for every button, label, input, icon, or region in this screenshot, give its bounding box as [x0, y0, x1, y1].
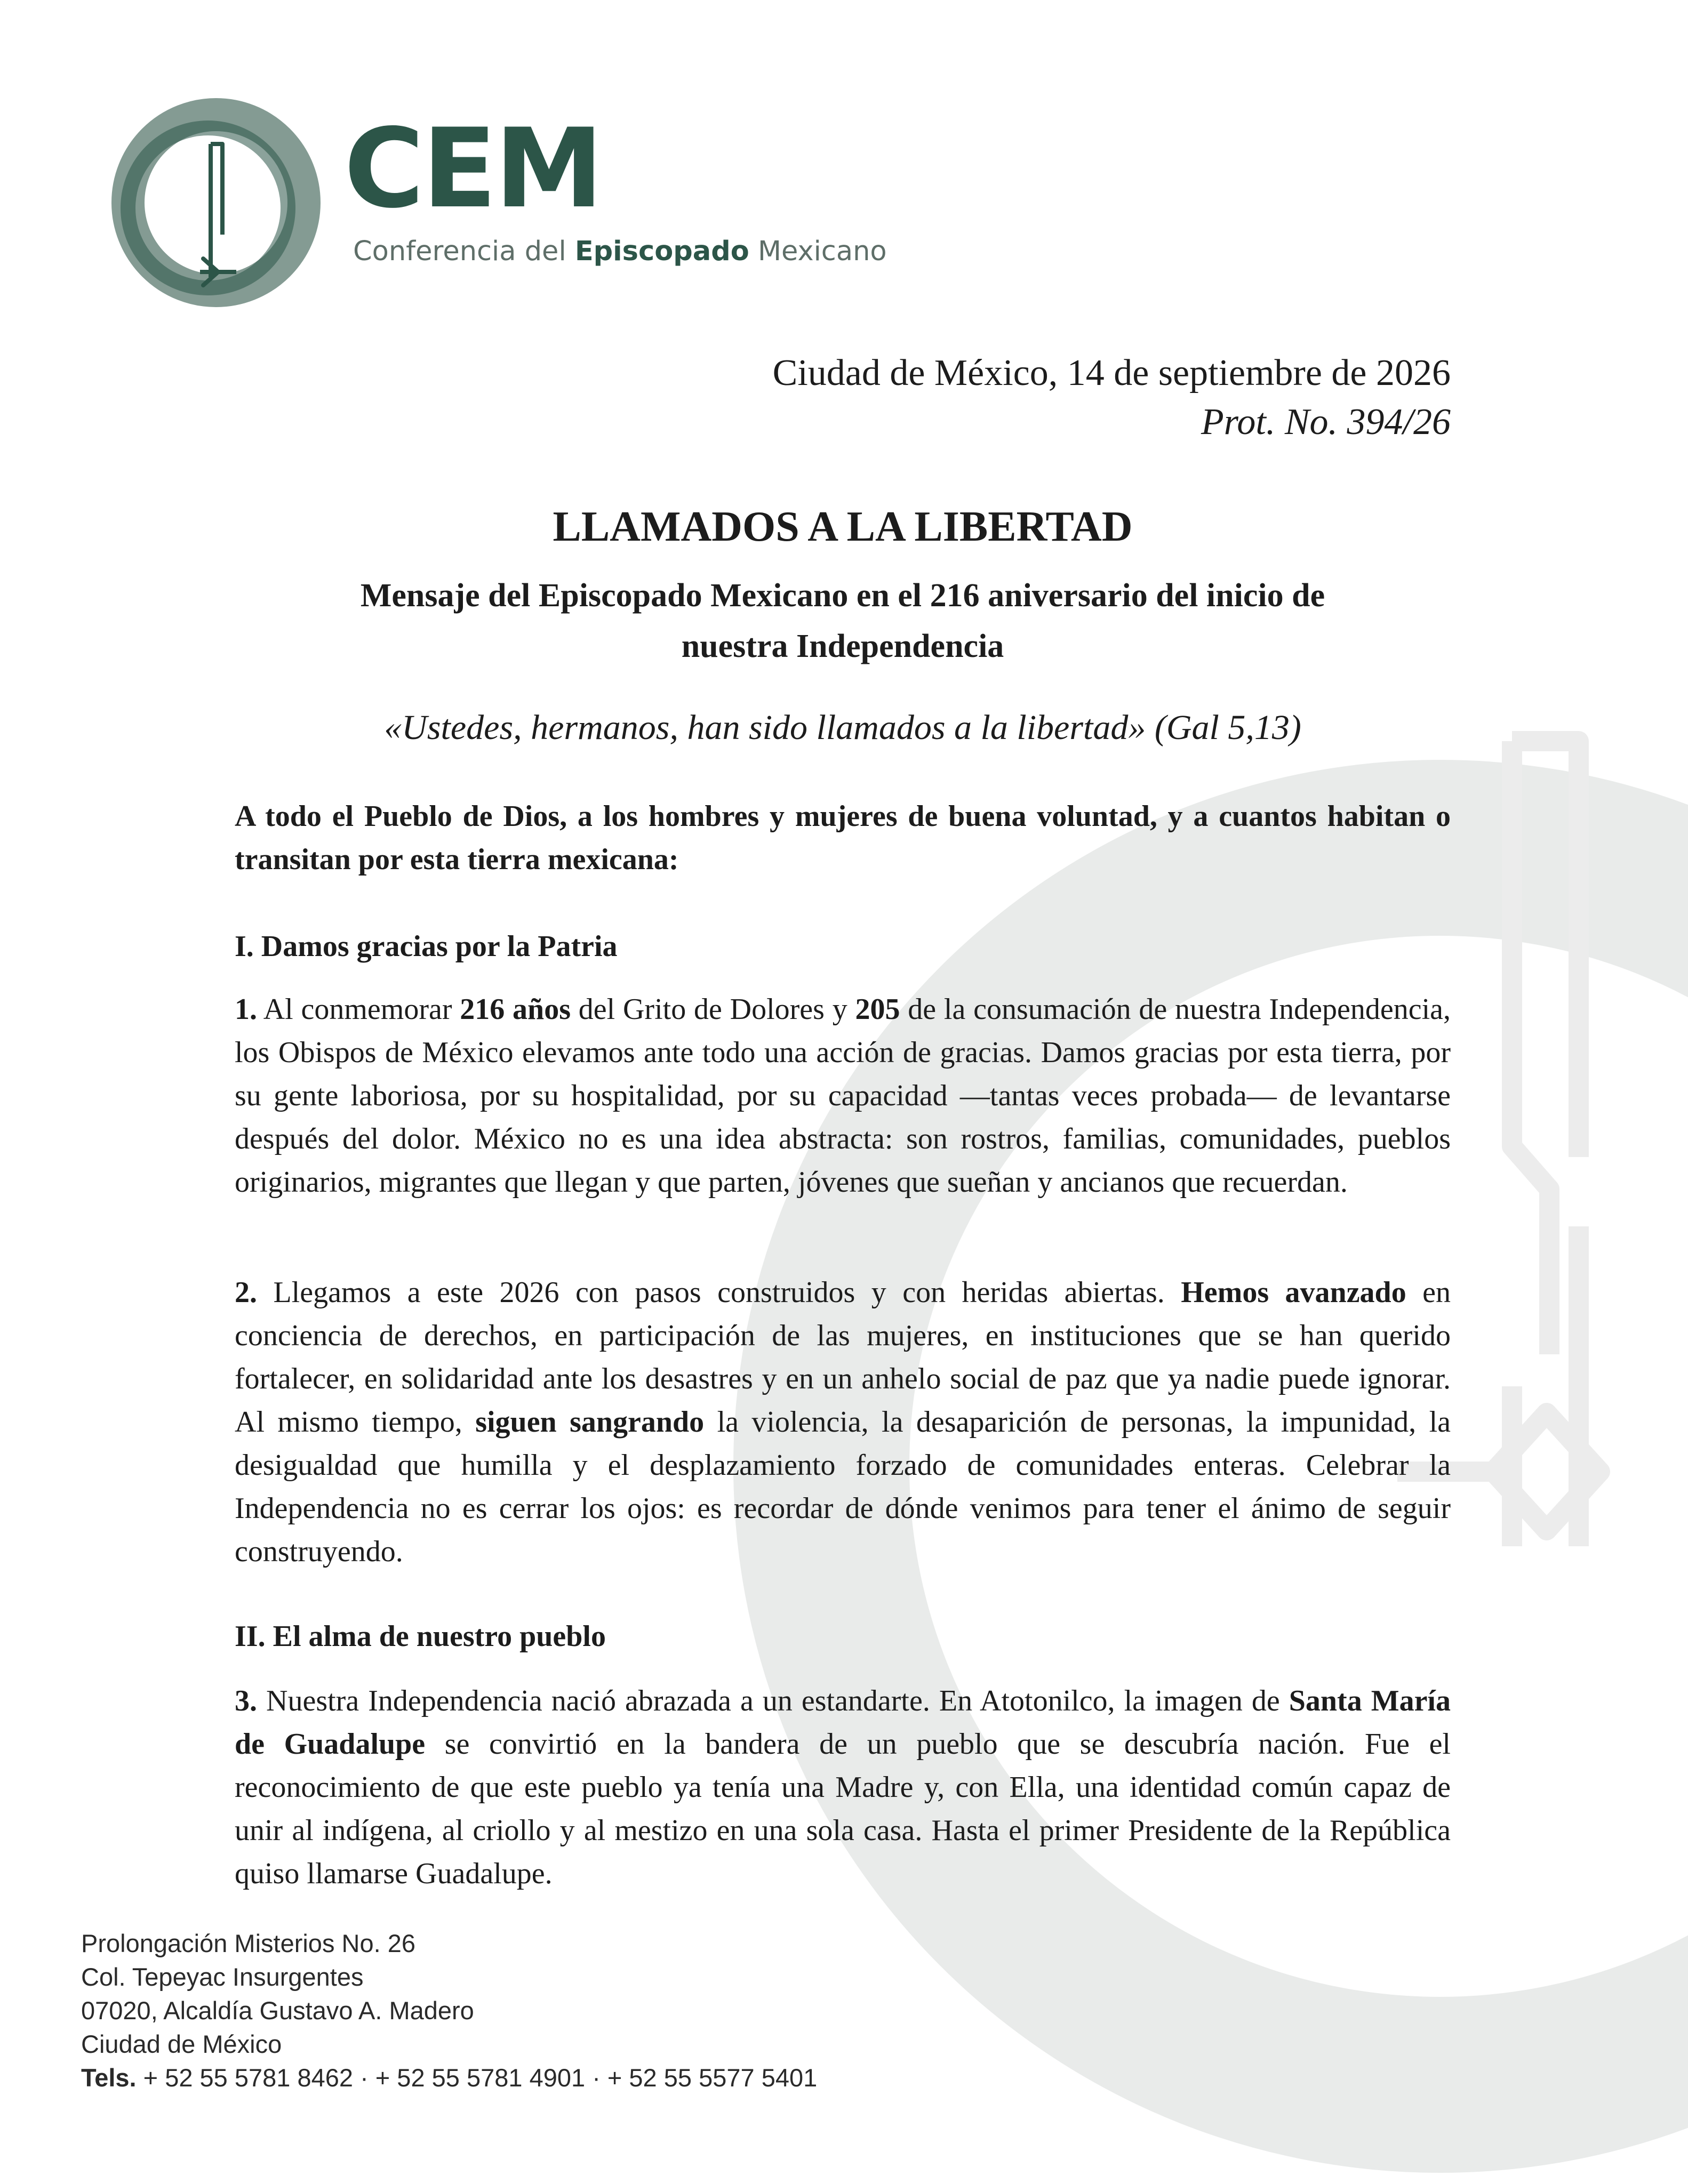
- logo-sub-pre: Conferencia del: [353, 236, 575, 267]
- tels-numbers: + 52 55 5781 8462 · + 52 55 5781 4901 · + 52 55 5577 5401: [136, 2063, 818, 2092]
- footer-line: Col. Tepeyac Insurgentes: [81, 1963, 364, 1991]
- cem-logo-emblem: [109, 96, 323, 309]
- body-text: en conciencia de derechos, en participación de las mujeres, en instituciones que se han querido fortalecer, en solidaridad ante los desastres y en un anhelo social de paz que ya nadie puede ignorar. Al mismo tiempo,: [235, 1276, 1451, 1439]
- body-text: de la consumación de nuestra Independencia, los Obispos de México elevamos ante todo una acción de gracias. Damos gracias por esta tierra, por su gente laboriosa, por su hospitalidad, por su capacidad —tantas veces probada— de levantarse después del dolor. México no es una idea abstracta: son rostros, familias, comunidades, pueblos originarios, migrantes que llegan y que parten, jóvenes que sueñan y ancianos que recuerdan.: [235, 993, 1451, 1199]
- subtitle-line-1: Mensaje del Episcopado Mexicano en el 216 aniversario del inicio de: [360, 577, 1325, 614]
- body-text: la violencia, la desaparición de personas, la impunidad, la desigualdad que humilla y el desplazamiento forzado de comunidades enteras. Celebrar la Independencia no es cerrar los ojos: es recordar de dónde venimos para tener el ánimo de seguir construyendo.: [235, 1406, 1451, 1568]
- body-text: Llegamos a este 2026 con pasos construidos y con heridas abiertas.: [257, 1276, 1181, 1309]
- emphasis-text: Hemos avanzado: [1181, 1276, 1406, 1309]
- emphasis-text: 205: [855, 993, 900, 1026]
- section-heading: II. El alma de nuestro pueblo: [235, 1620, 606, 1653]
- footer-address: [81, 1926, 817, 2094]
- logo-subtitle: [353, 238, 887, 265]
- emphasis-text: Santa María de Guadalupe: [235, 1684, 1451, 1761]
- document-subtitle: [235, 571, 1451, 672]
- body-text: del Grito de Dolores y: [571, 993, 855, 1026]
- logo-wordmark: CEM: [344, 106, 602, 232]
- footer-phones: [81, 2061, 817, 2094]
- paragraph-number: 1.: [235, 993, 257, 1026]
- paragraph: [235, 1271, 1451, 1573]
- footer-line: Ciudad de México: [81, 2030, 282, 2058]
- subtitle-line-2: nuestra Independencia: [681, 628, 1004, 664]
- tels-label: Tels.: [81, 2063, 137, 2092]
- footer-line: Prolongación Misterios No. 26: [81, 1929, 415, 1957]
- body-text: Al conmemorar: [257, 993, 460, 1026]
- address-paragraph: A todo el Pueblo de Dios, a los hombres y mujeres de buena voluntad, y a cuantos habitan o transitan por esta tierra mexicana:: [235, 800, 1451, 876]
- emphasis-text: 216 años: [460, 993, 571, 1026]
- document-title: LLAMADOS A LA LIBERTAD: [553, 503, 1133, 550]
- epigraph: «Ustedes, hermanos, han sido llamados a la libertad» (Gal 5,13): [384, 708, 1301, 747]
- paragraph: [235, 1680, 1451, 1896]
- footer-line: 07020, Alcaldía Gustavo A. Madero: [81, 1996, 474, 2025]
- emphasis-text: siguen sangrando: [475, 1406, 705, 1439]
- section-heading: I. Damos gracias por la Patria: [235, 930, 618, 963]
- body-text: se convirtió en la bandera de un pueblo que se descubría nación. Fue el reconocimiento de que este pueblo ya tenía una Madre y, con Ella, una identidad común capaz de unir al indígena, al criollo y al mestizo en una sola casa. Hasta el primer Presidente de la República quiso llamarse Guadalupe.: [235, 1728, 1451, 1890]
- paragraph: [235, 988, 1451, 1204]
- logo-sub-bold: Episcopado: [574, 236, 749, 267]
- paragraph-number: 3.: [235, 1684, 257, 1717]
- protocol-number: Prot. No. 394/26: [1201, 402, 1451, 443]
- body-text: Nuestra Independencia nació abrazada a un estandarte. En Atotonilco, la imagen de: [257, 1684, 1289, 1717]
- place-date: Ciudad de México, 14 de septiembre de 2026: [772, 352, 1451, 394]
- paragraph-number: 2.: [235, 1276, 257, 1309]
- logo-sub-post: Mexicano: [749, 236, 887, 267]
